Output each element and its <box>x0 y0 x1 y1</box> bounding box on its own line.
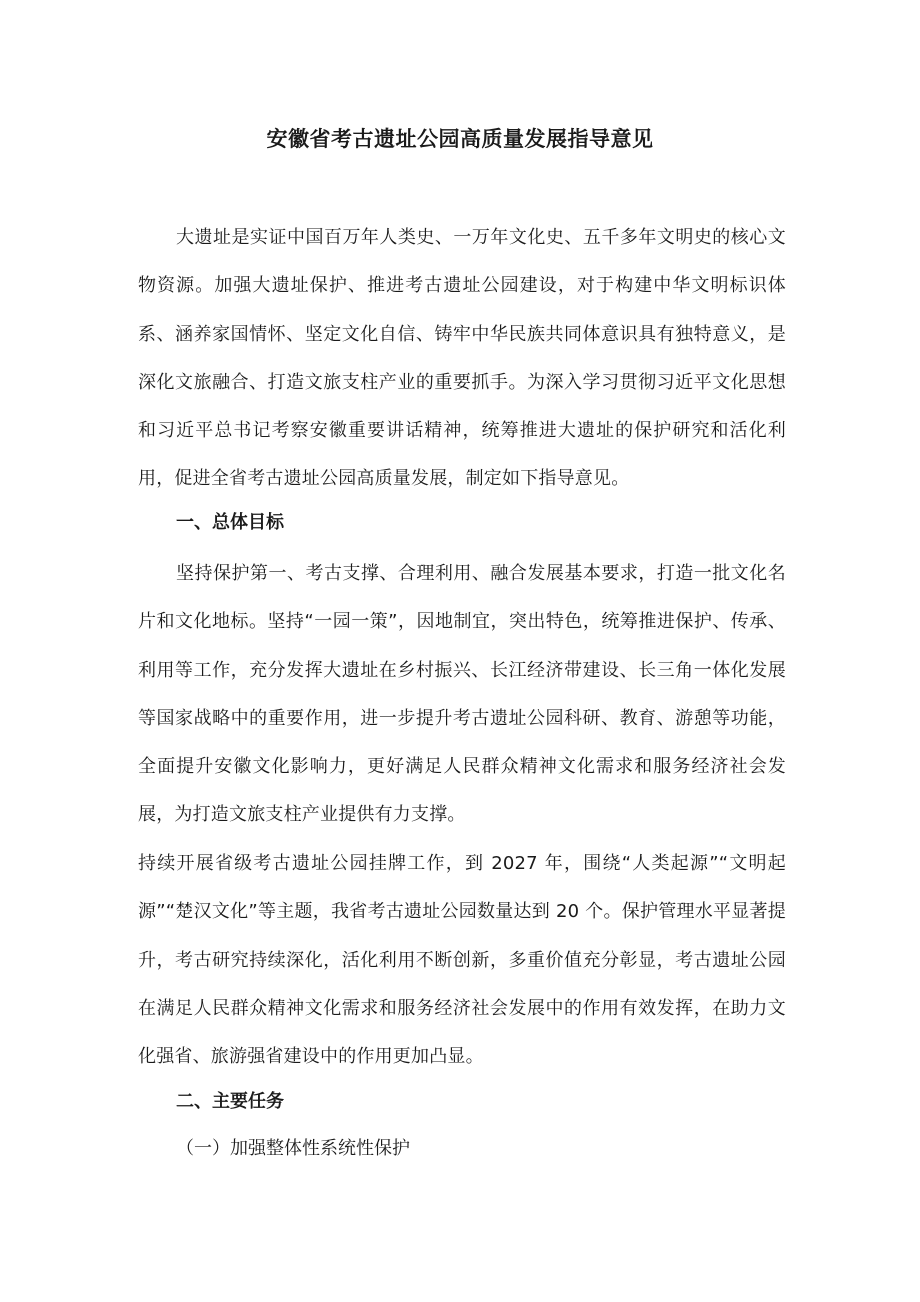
intro-paragraph: 大遗址是实证中国百万年人类史、一万年文化史、五千多年文明史的核心文物资源。加强大遗址保护、推进考古遗址公园建设，对于构建中华文明标识体系、涵养家国情怀、坚定文化自信、铸牢中华民族共同体意识具有独特意义，是深化文旅融合、打造文旅支柱产业的重要抓手。为深入学习贯彻习近平文化思想和习近平总书记考察安徽重要讲话精神，统筹推进大遗址的保护研究和活化利用，促进全省考古遗址公园高质量发展，制定如下指导意见。 <box>138 227 786 490</box>
section-heading-overall-goals: 一、总体目标 <box>176 512 284 533</box>
document-title: 安徽省考古遗址公园高质量发展指导意见 <box>266 127 654 151</box>
subsection-heading-protection: （一）加强整体性系统性保护 <box>176 1138 410 1159</box>
goals-paragraph: 坚持保护第一、考古支撑、合理利用、融合发展基本要求，打造一批文化名片和文化地标。坚持“一园一策”，因地制宜，突出特色，统筹推进保护、传承、利用等工作，充分发挥大遗址在乡村振兴、长江经济带建设、长三角一体化发展等国家战略中的重要作用，进一步提升考古遗址公园科研、教育、游憩等功能，全面提升安徽文化影响力，更好满足人民群众精神文化需求和服务经济社会发展，为打造文旅支柱产业提供有力支撑。 <box>138 563 786 826</box>
section-heading-main-tasks: 二、主要任务 <box>176 1091 284 1112</box>
targets-paragraph: 持续开展省级考古遗址公园挂牌工作，到 2027 年，围绕“人类起源”“文明起源”“楚汉文化”等主题，我省考古遗址公园数量达到 20 个。保护管理水平显著提升，考古研究持续深化，活化利用不断创新，多重价值充分彰显，考古遗址公园在满足人民群众精神文化需求和服务经济社会发展中的作用有效发挥，在助力文化强省、旅游强省建设中的作用更加凸显。 <box>138 853 786 1068</box>
